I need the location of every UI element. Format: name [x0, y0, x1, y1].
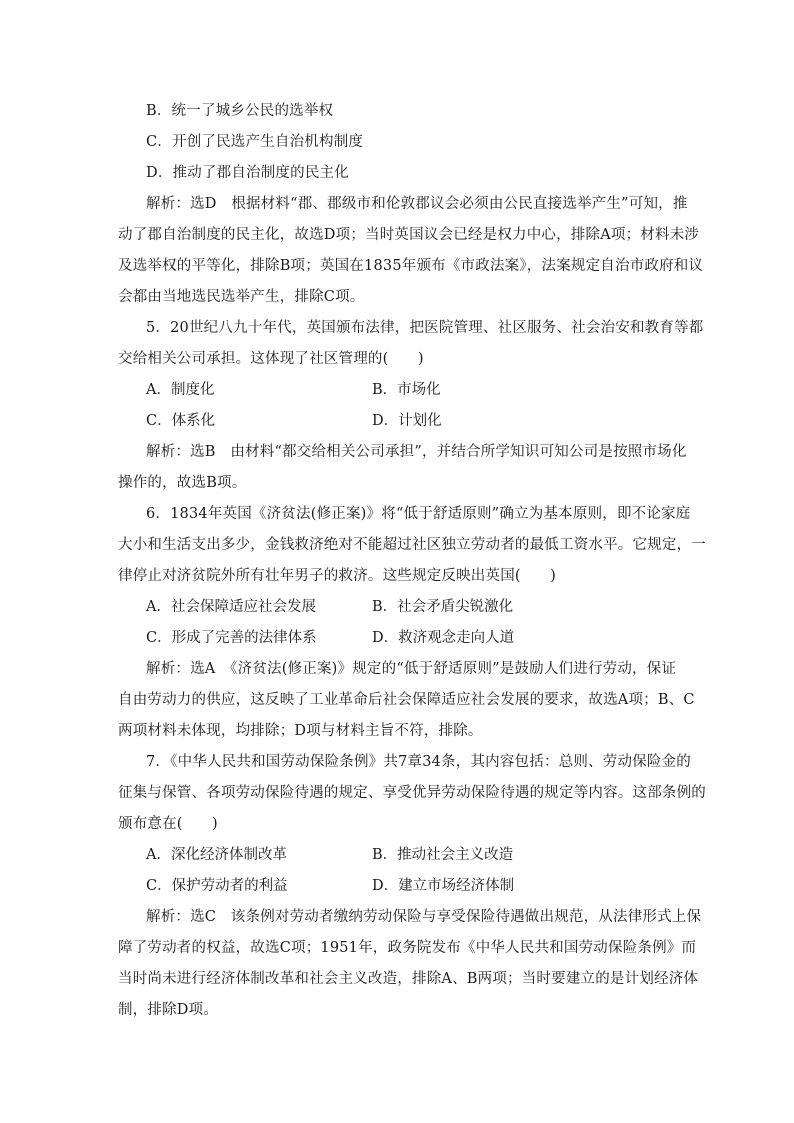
q7-options-row	[118, 871, 678, 902]
q7-analysis-line: 当时尚未进行经济体制改革和社会主义改造，排除A、B两项；当时要建立的是计划经济体	[118, 971, 699, 987]
q7-option-a: A．深化经济体制改革	[146, 847, 287, 863]
q6-options-row	[118, 592, 678, 623]
q5-options-row	[118, 406, 678, 437]
q7-analysis-line: 解析：选C 该条例对劳动者缴纳劳动保险与享受保险待遇做出规范，从法律形式上保	[146, 909, 702, 925]
q5-analysis-line: 操作的，故选B项。	[118, 475, 247, 491]
q4-analysis-line: 解析：选D 根据材料“郡、郡级市和伦敦郡议会必须由公民直接选举产生”可知，推	[146, 196, 688, 212]
q7-option-c: C．保护劳动者的利益	[146, 878, 288, 894]
q5-option-d: D．计划化	[372, 413, 442, 429]
q4-option-b: B．统一了城乡公民的选举权	[146, 103, 334, 119]
q6-stem-line: 大小和生活支出多少，金钱救济绝对不能超过社区独立劳动者的最低工资水平。它规定，一	[118, 537, 706, 553]
q5-option-c: C．体系化	[146, 413, 216, 429]
q7-analysis-line: 制，排除D项。	[118, 1002, 219, 1018]
q7-stem-line: 颁布意在( )	[118, 816, 218, 832]
q6-analysis-line: 两项材料未体现，均排除；D项与材料主旨不符，排除。	[118, 723, 483, 739]
q7-option-d: D．建立市场经济体制	[372, 878, 515, 894]
q4-option-c: C．开创了民选产生自治机构制度	[146, 134, 364, 150]
q4-analysis-line: 会都由当地选民选举产生，排除C项。	[118, 289, 365, 305]
q6-stem-line: 6．1834年英国《济贫法(修正案)》将“低于舒适原则”确立为基本原则，即不论家庭	[146, 506, 691, 522]
document-page	[118, 96, 706, 1026]
q7-stem-line: 7．《中华人民共和国劳动保险条例》共7章34条，其内容包括：总则、劳动保险金的	[146, 754, 691, 770]
q6-option-c: C．形成了完善的法律体系	[146, 630, 317, 646]
q4-analysis-line: 动了郡自治制度的民主化，故选D项；当时英国议会已经是权力中心，排除A项；材料未涉	[118, 227, 700, 243]
q6-analysis-line: 解析：选A 《济贫法(修正案)》规定的“低于舒适原则”是鼓励人们进行劳动，保证	[146, 661, 677, 677]
q5-option-b: B．市场化	[372, 382, 441, 398]
q5-stem-line: 交给相关公司承担。这体现了社区管理的( )	[118, 351, 424, 367]
q7-stem-line: 征集与保管、各项劳动保险待遇的规定、享受优异劳动保险待遇的规定等内容。这部条例的	[118, 785, 706, 801]
q5-option-a: A．制度化	[146, 382, 215, 398]
q4-analysis-line: 及选举权的平等化，排除B项；英国在1835年颁布《市政法案》，法案规定自治市政府和议	[118, 258, 704, 274]
q5-analysis-line: 解析：选B 由材料“都交给相关公司承担”，并结合所学知识可知公司是按照市场化	[146, 444, 687, 460]
q5-stem-line: 5．20世纪八九十年代，英国颁布法律，把医院管理、社区服务、社会治安和教育等都	[146, 320, 704, 336]
q6-option-a: A．社会保障适应社会发展	[146, 599, 316, 615]
q7-analysis-line: 障了劳动者的权益，故选C项；1951年，政务院发布《中华人民共和国劳动保险条例》而	[118, 940, 697, 956]
q6-options-row	[118, 623, 678, 654]
q4-option-d: D．推动了郡自治制度的民主化	[146, 165, 349, 181]
q6-option-d: D．救济观念走向人道	[372, 630, 515, 646]
q6-option-b: B．社会矛盾尖锐激化	[372, 599, 514, 615]
q7-option-b: B．推动社会主义改造	[372, 847, 514, 863]
q5-options-row	[118, 375, 678, 406]
q6-stem-line: 律停止对济贫院外所有壮年男子的救济。这些规定反映出英国( )	[118, 568, 557, 584]
q6-analysis-line: 自由劳动力的供应，这反映了工业革命后社会保障适应社会发展的要求，故选A项；B、C	[118, 692, 695, 708]
q7-options-row	[118, 840, 678, 871]
